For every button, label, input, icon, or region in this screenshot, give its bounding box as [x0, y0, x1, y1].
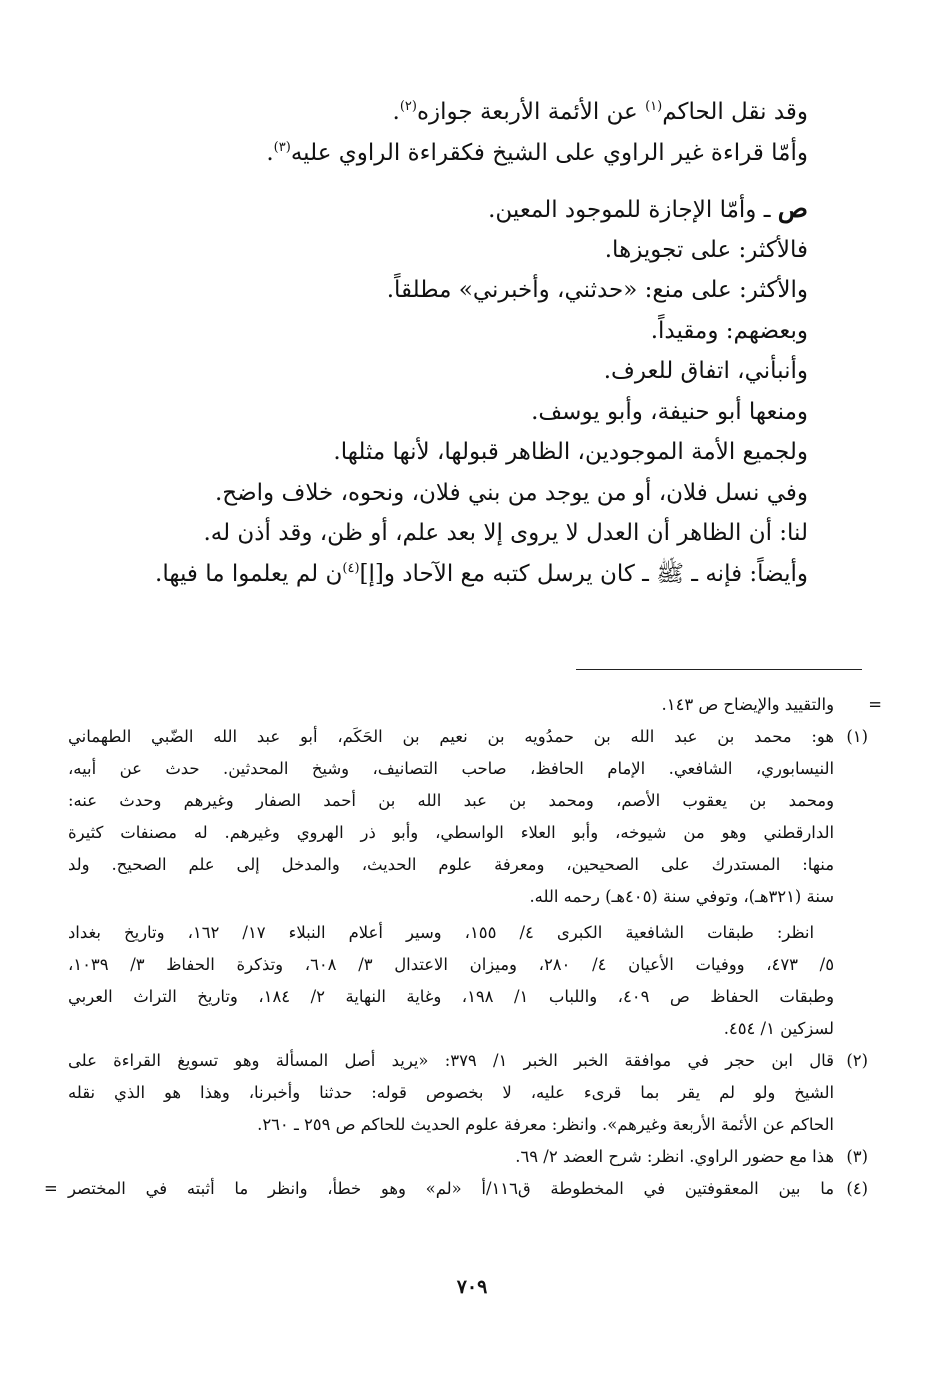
footnote-text: ٥/ ٤٧٣، ووفيات الأعيان ٤/ ٢٨٠، وميزان الاعتدال ٣/ ٦٠٨، وتذكرة الحفاظ ٣/ ١٠٣٩، — [68, 955, 834, 974]
footnote-text: الحاكم عن الأئمة الأربعة وغيرهم». وانظر: معرفة علوم الحديث للحاكم ص ٢٥٩ ـ ٢٦٠. — [257, 1115, 834, 1134]
footnote-text: الدارقطني وهو من شيوخه، وأبو العلاء الواسطي، وأبو ذر الهروي وغيرهم. له مصنفات كثيرة — [68, 823, 834, 842]
footnote-1-line — [68, 785, 868, 817]
text-line-6: وبعضهم: ومقيداً. — [650, 317, 808, 344]
footnote-text: ومحمد بن يعقوب الأصم، ومحمد بن عبد الله بن أحمد الصفار وغيرهم وحدث عنه: — [68, 791, 834, 810]
text-segment: . — [392, 99, 400, 125]
footnote-1-line — [68, 817, 868, 849]
footnote-1-line — [68, 753, 868, 785]
text-line-4: فالأكثر: على تجويزها. — [604, 236, 808, 263]
footnote-text: هذا مع حضور الراوي. انظر: شرح العضد ٢/ ٦٩. — [515, 1147, 834, 1166]
footnote-2-number: (٢) — [846, 1051, 868, 1070]
page-number: ٧٠٩ — [456, 1276, 488, 1298]
text-line-7: وأنبأني، اتفاق للعرف. — [603, 358, 808, 384]
footnote-1-refs — [68, 949, 868, 981]
footnote-2-line — [68, 1077, 868, 1109]
text-segment: عن الأئمة الأربعة جوازه — [416, 99, 646, 125]
text-line-8: ومنعها أبو حنيفة، وأبو يوسف. — [531, 398, 808, 425]
footnote-text: لسزكين ١/ ٤٥٤. — [723, 1019, 834, 1038]
footnote-text: سنة (٣٢١هـ)، وتوفي سنة (٤٠٥هـ) رحمه الله. — [529, 887, 834, 906]
text-segment: وأمّا قراءة غير الراوي على الشيخ فكقراءة الراوي عليه — [290, 139, 808, 166]
footnote-ref-2[interactable]: (٢) — [399, 99, 417, 114]
footnote-2-line — [68, 1045, 868, 1077]
footnote-text: النيسابوري، الشافعي. الإمام الحافظ، صاحب التصانيف، وشيخ المحدثين. حدث عن أبيه، — [68, 759, 834, 778]
footnote-3-number: (٣) — [846, 1147, 868, 1166]
footnote-text: والتقييد والإيضاح ص ١٤٣. — [661, 695, 834, 714]
text-segment: ـ وأمّا الإجازة للموجود المعين. — [488, 197, 771, 223]
footnote-text: ما بين المعقوفتين في المخطوطة ق١١٦/أ «لم» وهو خطأ، وانظر ما أثبته في المختصر — [68, 1179, 834, 1198]
footnote-4-number: (٤) — [846, 1179, 868, 1198]
footnote-text: هو: محمد بن عبد الله بن حمدُويه بن نعيم بن الحَكَم، أبو عبد الله الضّبي الطهماني — [68, 727, 834, 746]
text-segment: وأيضاً: فإنه ـ ﷺ ـ كان يرسل كتبه مع الآحاد و[إ] — [359, 560, 808, 587]
main-text — [88, 92, 808, 594]
footnote-continuation — [68, 689, 882, 721]
text-line-12 — [88, 554, 808, 595]
footnote-3 — [68, 1141, 868, 1173]
footnote-1-refs — [68, 917, 868, 949]
text-line-2 — [88, 133, 808, 174]
footnote-ref-3[interactable]: (٣) — [273, 139, 291, 155]
footnote-1-refs — [68, 981, 868, 1013]
footnote-2-line — [68, 1109, 868, 1141]
footnote-text: وطبقات الحفاظ ص ٤٠٩، واللباب ١/ ١٩٨، وغاية النهاية ٢/ ١٨٤، وتاريخ التراث العربي — [68, 987, 834, 1006]
continuation-mark: = — [44, 1179, 58, 1198]
footnote-1-line — [68, 881, 868, 913]
footnote-1-line — [68, 721, 868, 753]
footnote-text: منها: المستدرك على الصحيحين، ومعرفة علوم الحديث، والمدخل إلى علم الصحيح. ولد — [68, 855, 834, 874]
footnote-text: قال ابن حجر في موافقة الخبر الخبر ١/ ٣٧٩: «يريد أصل المسألة وهو تسويغ القراءة على — [68, 1051, 834, 1070]
footnote-1-line — [68, 849, 868, 881]
text-line-9: ولجميع الأمة الموجودين، الظاهر قبولها، لأنها مثلها. — [333, 439, 808, 465]
text-line-10: وفي نسل فلان، أو من يوجد من بني فلان، ونحوه، خلاف واضح. — [214, 479, 808, 506]
footnotes — [44, 689, 882, 1205]
text-line-1 — [88, 92, 808, 133]
footnote-4 — [44, 1173, 868, 1205]
text-segment: ن لم يعلموا ما فيها. — [155, 560, 343, 587]
text-line-11: لنا: أن الظاهر أن العدل لا يروى إلا بعد علم، أو ظن، وقد أذن له. — [203, 520, 808, 546]
footnote-ref-4[interactable]: (٤) — [342, 560, 360, 576]
footnote-text: انظر: طبقات الشافعية الكبرى ٤/ ١٥٥، وسير أعلام النبلاء ١٧/ ١٦٢، وتاريخ بغداد — [68, 923, 815, 942]
footnote-1-number: (١) — [846, 727, 868, 746]
text-line-3 — [88, 189, 808, 230]
text-line-5: والأكثر: على منع: «حدثني، وأخبرني» مطلقاً. — [386, 277, 808, 303]
continuation-mark: = — [868, 695, 882, 714]
text-segment: وقد نقل الحاكم — [662, 99, 808, 125]
footnote-text: الشيخ ولو لم يقر بما قرىء عليه، لا بخصوص قوله: حدثنا وأخبرنا، وهذا هو الذي نقله — [68, 1083, 834, 1102]
footnote-1-refs — [68, 1013, 868, 1045]
text-segment: . — [266, 139, 274, 166]
text-marker: ص — [777, 194, 808, 223]
footnote-ref-1[interactable]: (١) — [645, 99, 663, 114]
footnote-separator — [576, 669, 862, 670]
